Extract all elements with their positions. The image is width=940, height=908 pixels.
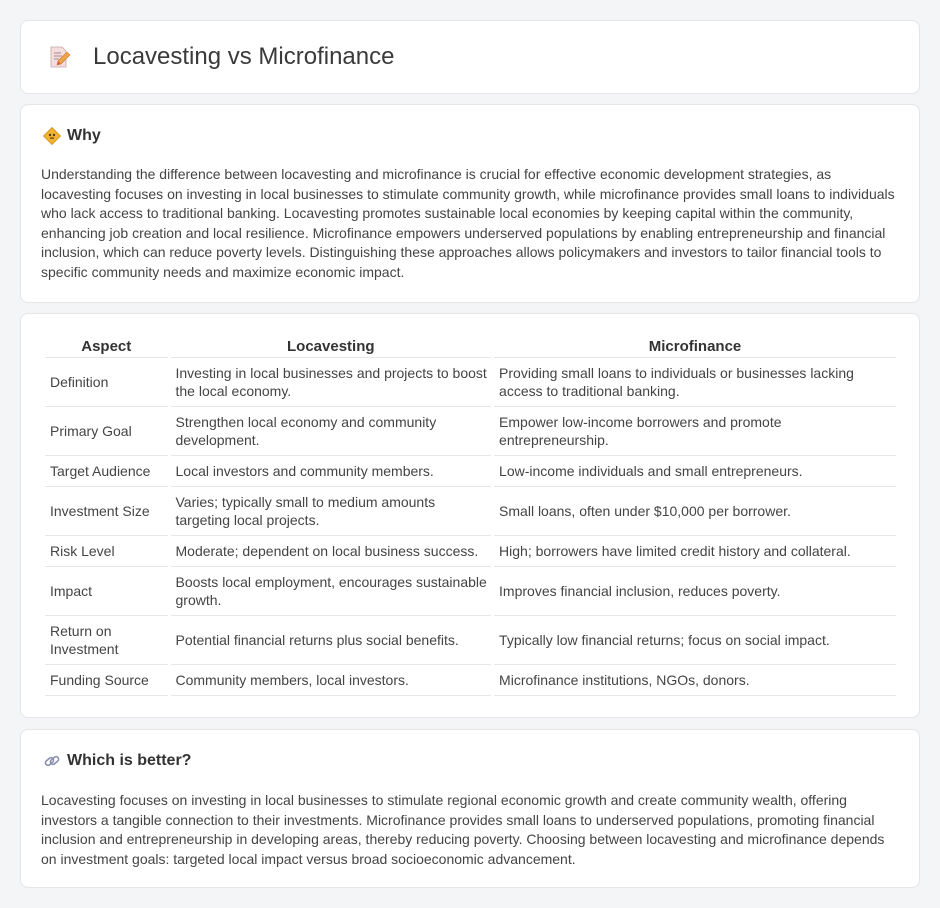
locavesting-cell: Investing in local businesses and projects to boost the local economy. xyxy=(171,358,492,407)
why-text: Understanding the difference between locavesting and microfinance is crucial for effective economic development strategies, as locavesting focuses on investing in local businesses to stimulate community growth, while microfinance provides small loans to individuals who lack access to traditional banking. Locavesting promotes sustainable local economies by keeping capital within the community, enhancing job creation and local resilience. Microfinance empowers underserved populations by enabling entrepreneurship and financial inclusion, which can reduce poverty levels. Distinguishing these approaches allows policymakers and investors to tailor financial tools to specific community needs and maximize economic impact. xyxy=(41,166,895,280)
table-row xyxy=(45,665,896,696)
why-section xyxy=(20,104,920,303)
which-better-section xyxy=(20,729,920,888)
table-row xyxy=(45,358,896,407)
aspect-cell: Risk Level xyxy=(45,536,168,567)
microfinance-cell: Typically low financial returns; focus on social impact. xyxy=(494,616,896,665)
locavesting-cell: Community members, local investors. xyxy=(171,665,492,696)
table-row xyxy=(45,616,896,665)
microfinance-cell: Empower low-income borrowers and promote entrepreneurship. xyxy=(494,407,896,456)
table-row xyxy=(45,536,896,567)
column-header-aspect: Aspect xyxy=(45,337,168,358)
aspect-cell: Impact xyxy=(45,567,168,616)
comparison-table xyxy=(42,337,899,696)
comparison-section xyxy=(20,313,920,718)
table-row xyxy=(45,456,896,487)
why-heading: Why xyxy=(67,127,101,144)
aspect-cell: Primary Goal xyxy=(45,407,168,456)
table-row xyxy=(45,567,896,616)
locavesting-cell: Potential financial returns plus social benefits. xyxy=(171,616,492,665)
locavesting-cell: Boosts local employment, encourages sustainable growth. xyxy=(171,567,492,616)
aspect-cell: Funding Source xyxy=(45,665,168,696)
table-header-row xyxy=(45,337,896,358)
locavesting-cell: Moderate; dependent on local business success. xyxy=(171,536,492,567)
microfinance-cell: Microfinance institutions, NGOs, donors. xyxy=(494,665,896,696)
aspect-cell: Target Audience xyxy=(45,456,168,487)
aspect-cell: Definition xyxy=(45,358,168,407)
microfinance-cell: Low-income individuals and small entrepreneurs. xyxy=(494,456,896,487)
locavesting-cell: Varies; typically small to medium amounts targeting local projects. xyxy=(171,487,492,536)
microfinance-cell: High; borrowers have limited credit history and collateral. xyxy=(494,536,896,567)
aspect-cell: Return on Investment xyxy=(45,616,168,665)
link-icon xyxy=(43,752,61,770)
title-card xyxy=(20,20,920,94)
page-title: Locavesting vs Microfinance xyxy=(93,43,395,70)
locavesting-cell: Strengthen local economy and community development. xyxy=(171,407,492,456)
table-row xyxy=(45,487,896,536)
column-header-locavesting: Locavesting xyxy=(171,337,492,358)
column-header-microfinance: Microfinance xyxy=(494,337,896,358)
aspect-cell: Investment Size xyxy=(45,487,168,536)
microfinance-cell: Improves financial inclusion, reduces poverty. xyxy=(494,567,896,616)
diamond-sign-icon xyxy=(43,127,61,145)
better-heading: Which is better? xyxy=(67,752,192,769)
locavesting-cell: Local investors and community members. xyxy=(171,456,492,487)
microfinance-cell: Providing small loans to individuals or businesses lacking access to traditional banking. xyxy=(494,358,896,407)
better-header xyxy=(43,752,191,770)
why-header xyxy=(43,127,101,145)
table-row xyxy=(45,407,896,456)
better-text: Locavesting focuses on investing in local businesses to stimulate regional economic growth and create community wealth, offering investors a tangible connection to their investments. Microfinance provides small loans to underserved populations, promoting financial inclusion and entrepreneurship in developing areas, thereby reducing poverty. Choosing between locavesting and microfinance depends on investment goals: targeted local impact versus broad socioeconomic advancement. xyxy=(41,792,885,867)
microfinance-cell: Small loans, often under $10,000 per borrower. xyxy=(494,487,896,536)
document-pencil-icon xyxy=(47,45,71,69)
